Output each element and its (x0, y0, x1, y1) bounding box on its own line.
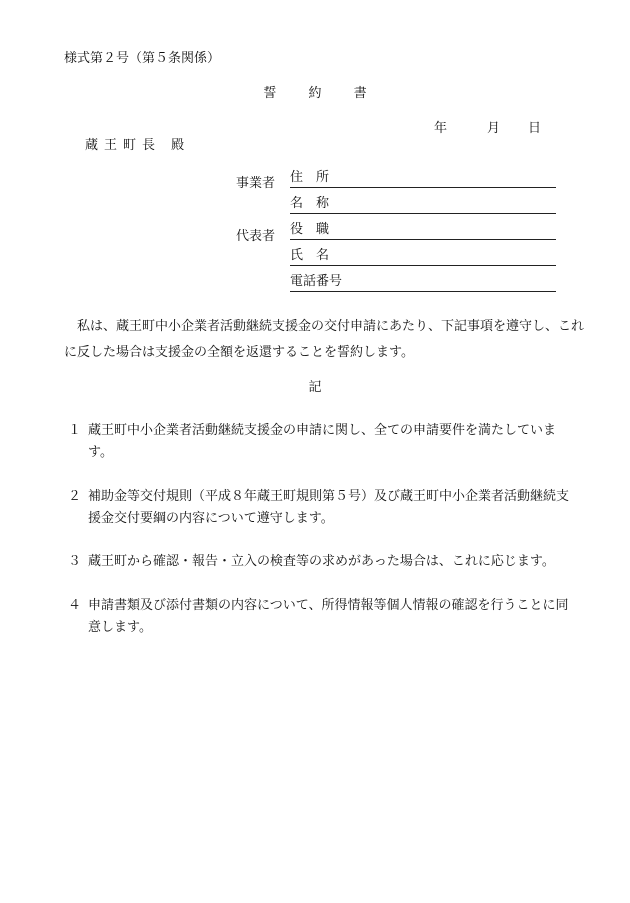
business-label: 事業者 (236, 176, 276, 191)
item-text: 蔵王町から確認・報告・立入の検査等の求めがあった場合は、これに応じます。 (88, 554, 555, 569)
form-number: 様式第２号（第５条関係） (64, 51, 221, 66)
ki-heading: 記 (308, 380, 322, 395)
item-number: ２ (68, 489, 82, 504)
item-text: 補助金等交付規則（平成８年蔵王町規則第５号）及び蔵王町中小企業者活動継続支援金交付要綱の内容について遵守します。 (88, 489, 570, 526)
phone-field[interactable] (290, 273, 556, 292)
field-label: 電話番号 (290, 274, 343, 289)
addressee: 蔵王町長 殿 (85, 138, 191, 153)
item-number: ３ (68, 554, 82, 569)
name-field[interactable] (290, 195, 556, 214)
title-char: 誓 (263, 86, 277, 101)
field-label: 名 称 (290, 196, 330, 211)
title-char: 書 (353, 86, 367, 101)
item-text: 申請書類及び添付書類の内容について、所得情報等個人情報の確認を行うことに同意します。 (88, 598, 569, 635)
representative-label: 代表者 (236, 229, 276, 244)
title-char: 約 (308, 86, 322, 101)
full-name-field[interactable] (290, 247, 556, 266)
field-label: 氏 名 (290, 248, 330, 263)
item-number: １ (68, 423, 82, 438)
item-text: 蔵王町中小企業者活動継続支援金の申請に関し、全ての申請要件を満たしています。 (88, 423, 557, 460)
position-field[interactable] (290, 221, 556, 240)
document-title (0, 82, 630, 101)
field-label: 住 所 (290, 170, 330, 185)
date-day: 日 (528, 121, 542, 136)
date-year: 年 (434, 121, 448, 136)
pledge-paragraph: 私は、蔵王町中小企業者活動継続支援金の交付申請にあたり、下記事項を遵守し、これに反した場合は支援金の全額を返還することを誓約します。 (64, 319, 585, 360)
item-number: ４ (68, 598, 82, 613)
field-label: 役 職 (290, 222, 330, 237)
address-field[interactable] (290, 169, 556, 188)
date-month: 月 (487, 121, 501, 136)
